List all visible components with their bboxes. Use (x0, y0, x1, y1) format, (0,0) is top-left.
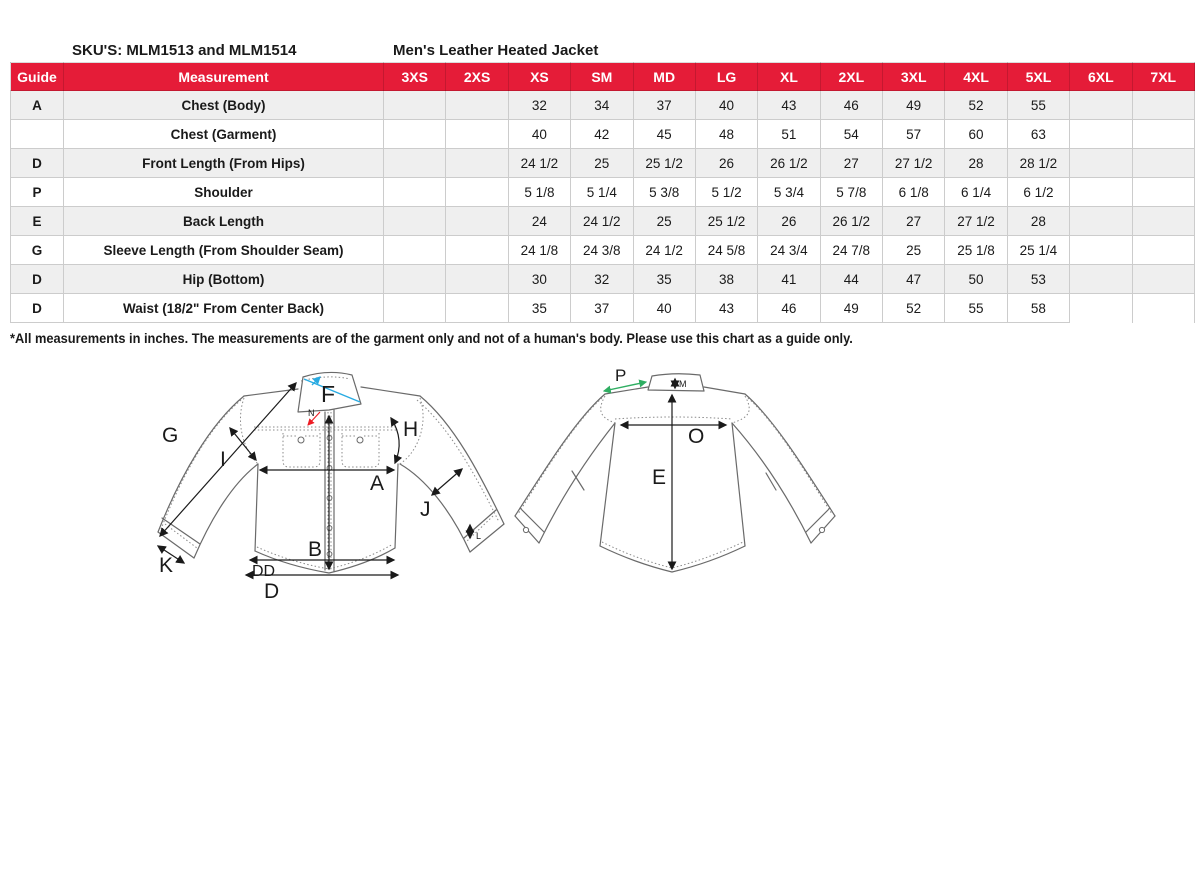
size-value-cell: 55 (945, 294, 1007, 323)
jacket-back-outline (515, 374, 835, 572)
table-row (11, 120, 1195, 149)
size-value-cell: 46 (758, 294, 820, 323)
front-label-front-length: B (308, 538, 323, 561)
size-value-cell (384, 120, 446, 149)
size-value-cell: 5 1/4 (571, 178, 633, 207)
size-value-cell: 50 (945, 265, 1007, 294)
size-value-cell: 43 (695, 294, 757, 323)
size-value-cell: 57 (883, 120, 945, 149)
measurement-cell: Waist (18/2" From Center Back) (64, 294, 384, 323)
measurement-cell: Shoulder (64, 178, 384, 207)
size-value-cell: 24 5/8 (695, 236, 757, 265)
column-header: LG (695, 63, 757, 91)
size-value-cell: 6 1/8 (883, 178, 945, 207)
table-row (11, 294, 1195, 323)
size-value-cell: 24 1/8 (508, 236, 570, 265)
size-value-cell (1070, 149, 1132, 178)
measurement-cell: Back Length (64, 207, 384, 236)
front-label-cuff-height: L (476, 531, 482, 541)
product-title: Men's Leather Heated Jacket (393, 42, 599, 59)
size-value-cell: 28 (1007, 207, 1069, 236)
size-value-cell: 24 3/8 (571, 236, 633, 265)
size-value-cell: 53 (1007, 265, 1069, 294)
size-value-cell (446, 149, 508, 178)
column-header: 4XL (945, 63, 1007, 91)
column-header: XL (758, 63, 820, 91)
size-value-cell (1132, 120, 1195, 149)
size-value-cell: 41 (758, 265, 820, 294)
back-label-shoulder: P (615, 366, 627, 385)
size-value-cell: 54 (820, 120, 882, 149)
size-value-cell: 42 (571, 120, 633, 149)
column-header: 2XS (446, 63, 508, 91)
size-value-cell: 5 1/2 (695, 178, 757, 207)
size-value-cell: 26 1/2 (758, 149, 820, 178)
size-value-cell (1070, 236, 1132, 265)
size-value-cell (1070, 178, 1132, 207)
size-value-cell (446, 207, 508, 236)
size-value-cell (384, 91, 446, 120)
front-label-sleeve-width: J (420, 498, 431, 521)
size-value-cell: 40 (508, 120, 570, 149)
size-value-cell (384, 236, 446, 265)
size-value-cell (1070, 207, 1132, 236)
size-value-cell: 24 (508, 207, 570, 236)
size-chart-body (11, 91, 1195, 323)
size-value-cell: 25 (633, 207, 695, 236)
size-value-cell: 5 1/8 (508, 178, 570, 207)
front-label-hem: DD (252, 563, 276, 580)
size-value-cell: 49 (883, 91, 945, 120)
size-value-cell: 32 (508, 91, 570, 120)
size-value-cell: 52 (883, 294, 945, 323)
size-value-cell: 35 (633, 265, 695, 294)
size-value-cell: 27 (883, 207, 945, 236)
size-value-cell: 34 (571, 91, 633, 120)
measurement-cell: Sleeve Length (From Shoulder Seam) (64, 236, 384, 265)
guide-cell: E (11, 207, 64, 236)
front-label-chest: A (370, 472, 385, 495)
size-value-cell: 5 7/8 (820, 178, 882, 207)
size-value-cell: 28 1/2 (1007, 149, 1069, 178)
table-row (11, 265, 1195, 294)
size-value-cell: 48 (695, 120, 757, 149)
column-header: MD (633, 63, 695, 91)
size-value-cell: 30 (508, 265, 570, 294)
size-value-cell (1132, 294, 1195, 323)
size-chart-header (11, 63, 1195, 91)
size-value-cell: 32 (571, 265, 633, 294)
size-value-cell: 49 (820, 294, 882, 323)
size-value-cell: 6 1/2 (1007, 178, 1069, 207)
size-chart-table (10, 62, 1195, 323)
size-value-cell: 35 (508, 294, 570, 323)
size-value-cell: 27 (820, 149, 882, 178)
size-value-cell: 40 (695, 91, 757, 120)
size-value-cell (446, 91, 508, 120)
size-value-cell: 46 (820, 91, 882, 120)
front-label-armhole: I (220, 448, 226, 471)
size-value-cell: 38 (695, 265, 757, 294)
size-value-cell (1132, 236, 1195, 265)
size-value-cell: 5 3/8 (633, 178, 695, 207)
size-value-cell (384, 294, 446, 323)
guide-cell: D (11, 265, 64, 294)
column-header: 7XL (1132, 63, 1195, 91)
size-value-cell: 25 (571, 149, 633, 178)
size-value-cell (1132, 207, 1195, 236)
measurement-cell: Hip (Bottom) (64, 265, 384, 294)
size-value-cell: 60 (945, 120, 1007, 149)
size-value-cell (446, 178, 508, 207)
size-value-cell (384, 207, 446, 236)
size-value-cell (1070, 294, 1132, 323)
size-value-cell (1070, 265, 1132, 294)
size-value-cell: 47 (883, 265, 945, 294)
size-value-cell (446, 265, 508, 294)
size-value-cell: 58 (1007, 294, 1069, 323)
front-label-bottom: D (264, 580, 280, 603)
column-header: SM (571, 63, 633, 91)
size-value-cell (446, 120, 508, 149)
size-value-cell: 26 (758, 207, 820, 236)
size-value-cell: 37 (571, 294, 633, 323)
size-value-cell: 28 (945, 149, 1007, 178)
guide-cell: A (11, 91, 64, 120)
sleeve-width-arrow (432, 469, 462, 495)
size-value-cell: 25 1/8 (945, 236, 1007, 265)
table-row (11, 178, 1195, 207)
front-label-sleeve-length: G (162, 424, 179, 447)
size-value-cell: 24 7/8 (820, 236, 882, 265)
sleeve-length-line (160, 383, 296, 536)
size-value-cell (446, 236, 508, 265)
size-value-cell: 45 (633, 120, 695, 149)
size-value-cell (1070, 120, 1132, 149)
armhole-curve-arrow (391, 418, 399, 463)
jacket-front-diagram (148, 366, 526, 614)
size-value-cell: 25 (883, 236, 945, 265)
column-header: Guide (11, 63, 64, 91)
size-value-cell (1132, 178, 1195, 207)
size-value-cell (446, 294, 508, 323)
front-label-collar: F (320, 381, 336, 407)
size-value-cell: 26 1/2 (820, 207, 882, 236)
size-value-cell: 44 (820, 265, 882, 294)
column-header: 3XL (883, 63, 945, 91)
size-value-cell: 27 1/2 (883, 149, 945, 178)
table-row (11, 207, 1195, 236)
size-value-cell: 52 (945, 91, 1007, 120)
size-value-cell: 24 1/2 (571, 207, 633, 236)
sku-title: SKU'S: MLM1513 and MLM1514 (72, 42, 297, 59)
size-value-cell: 24 1/2 (508, 149, 570, 178)
size-value-cell: 40 (633, 294, 695, 323)
column-header: 3XS (384, 63, 446, 91)
front-label-neck: N (308, 408, 315, 418)
size-value-cell: 25 1/4 (1007, 236, 1069, 265)
size-value-cell: 26 (695, 149, 757, 178)
guide-cell: D (11, 294, 64, 323)
size-value-cell: 27 1/2 (945, 207, 1007, 236)
size-value-cell (384, 178, 446, 207)
front-label-cuff: K (159, 554, 174, 577)
column-header: 2XL (820, 63, 882, 91)
size-value-cell (384, 149, 446, 178)
table-row (11, 149, 1195, 178)
guide-cell (11, 120, 64, 149)
guide-cell: D (11, 149, 64, 178)
size-value-cell: 51 (758, 120, 820, 149)
size-value-cell (1132, 91, 1195, 120)
back-label-collar-height: M (679, 379, 687, 389)
size-value-cell: 24 1/2 (633, 236, 695, 265)
measurement-cell: Front Length (From Hips) (64, 149, 384, 178)
front-label-armhole-curve: H (403, 418, 419, 441)
size-value-cell: 25 1/2 (633, 149, 695, 178)
column-header: 6XL (1070, 63, 1132, 91)
size-value-cell (384, 265, 446, 294)
header-row (11, 63, 1195, 91)
column-header: XS (508, 63, 570, 91)
column-header: 5XL (1007, 63, 1069, 91)
guide-cell: P (11, 178, 64, 207)
size-value-cell (1070, 91, 1132, 120)
size-value-cell: 43 (758, 91, 820, 120)
guide-cell: G (11, 236, 64, 265)
table-row (11, 91, 1195, 120)
measurement-cell: Chest (Body) (64, 91, 384, 120)
size-value-cell: 5 3/4 (758, 178, 820, 207)
jacket-back-diagram (505, 366, 867, 598)
measurement-cell: Chest (Garment) (64, 120, 384, 149)
size-value-cell (1132, 149, 1195, 178)
size-value-cell: 25 1/2 (695, 207, 757, 236)
size-value-cell: 55 (1007, 91, 1069, 120)
size-value-cell: 24 3/4 (758, 236, 820, 265)
column-header: Measurement (64, 63, 384, 91)
measurements-note: *All measurements in inches. The measurements are of the garment only and not of a human's body. Please use this chart as a guide only. (10, 331, 853, 346)
size-value-cell (1132, 265, 1195, 294)
size-value-cell: 6 1/4 (945, 178, 1007, 207)
size-value-cell: 37 (633, 91, 695, 120)
jacket-back-labels (615, 366, 704, 489)
size-value-cell: 63 (1007, 120, 1069, 149)
back-label-back-width: O (688, 425, 705, 448)
table-row (11, 236, 1195, 265)
back-label-back-length: E (652, 466, 667, 489)
